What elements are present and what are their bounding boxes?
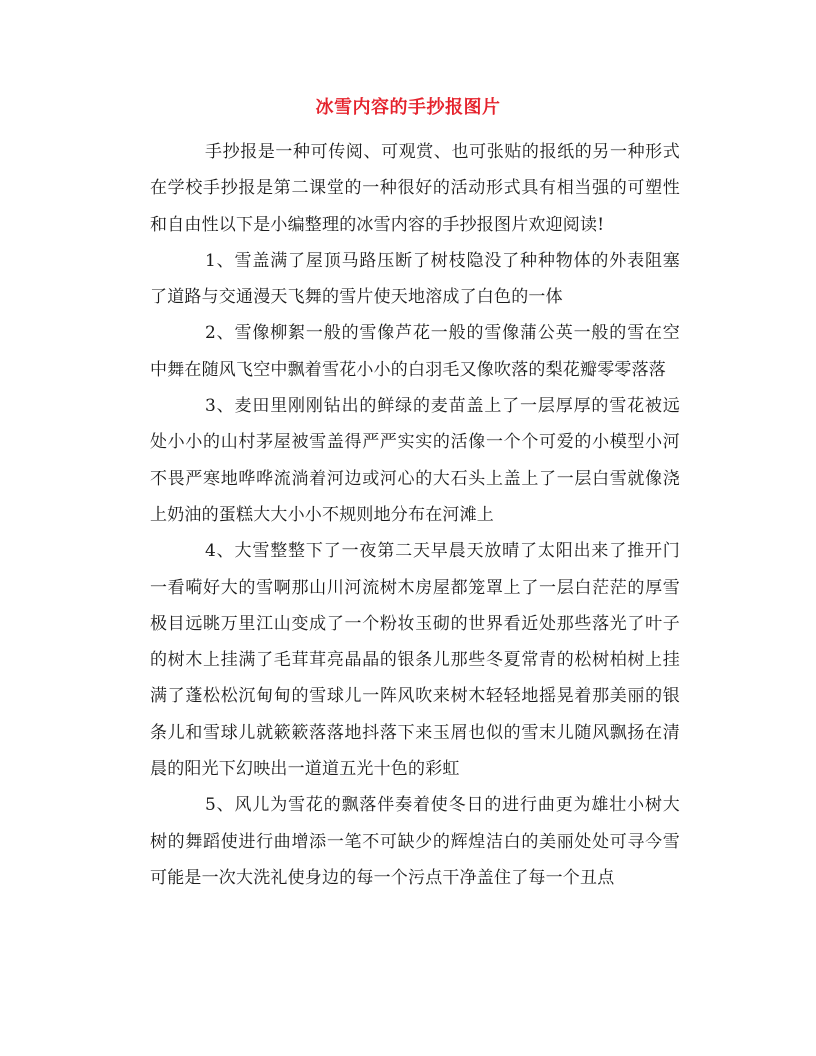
paragraph-3: 3、麦田里刚刚钻出的鲜绿的麦苗盖上了一层厚厚的雪花被远处小小的山村茅屋被雪盖得严严实实的活像一个个可爱的小模型小河不畏严寒地哗哗流淌着河边或河心的大石头上盖上了一层白雪就像浇上奶油的蛋糕大大小小不规则地分布在河滩上	[150, 396, 680, 525]
page-title: 冰雪内容的手抄报图片	[315, 97, 501, 118]
intro-paragraph: 手抄报是一种可传阅、可观赏、也可张贴的报纸的另一种形式在学校手抄报是第二课堂的一种很好的活动形式具有相当强的可塑性和自由性以下是小编整理的冰雪内容的手抄报图片欢迎阅读!	[150, 142, 680, 235]
paragraph-2: 2、雪像柳絮一般的雪像芦花一般的雪像蒲公英一般的雪在空中舞在随风飞空中飘着雪花小小的白羽毛又像吹落的梨花瓣零零落落	[150, 323, 680, 380]
article-body	[150, 134, 680, 896]
paragraph-1: 1、雪盖满了屋顶马路压断了树枝隐没了种种物体的外表阻塞了道路与交通漫天飞舞的雪片使天地溶成了白色的一体	[150, 250, 680, 308]
paragraph-5: 5、风儿为雪花的飘落伴奏着使冬日的进行曲更为雄壮小树大树的舞蹈使进行曲增添一笔不可缺少的辉煌洁白的美丽处处可寻今雪可能是一次大洗礼使身边的每一个污点干净盖住了每一个丑点	[150, 795, 680, 888]
paragraph-4: 4、大雪整整下了一夜第二天早晨天放晴了太阳出来了推开门一看嗬好大的雪啊那山川河流树木房屋都笼罩上了一层白茫茫的厚雪极目远眺万里江山变成了一个粉妆玉砌的世界看近处那些落光了叶子的树木上挂满了毛茸茸亮晶晶的银条儿那些冬夏常青的松树柏树上挂满了蓬松松沉甸甸的雪球儿一阵风吹来树木轻轻地摇晃着那美丽的银条儿和雪球儿就簌簌落落地抖落下来玉屑也似的雪末儿随风飘扬在清晨的阳光下幻映出一道道五光十色的彩虹	[150, 541, 680, 780]
